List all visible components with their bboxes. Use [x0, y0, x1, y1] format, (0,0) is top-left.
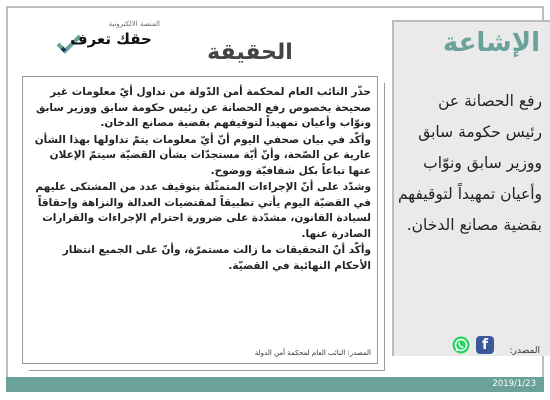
truth-source: المصدر: النائب العام لمحكمة أمن الدولة	[254, 349, 371, 357]
rumor-text: رفع الحصانة عن رئيس حكومة سابق ووزير سابق ونوّاب وأعيان تمهيداً لتوقيفهم بقضية مصانع الدخان.	[397, 92, 542, 234]
truth-paragraph: حذّر النائب العام لمحكمة أمن الدّولة من تداول أيّ معلومات غير صحيحة بخصوص رفع الحصانة عن رئيس حكومة سابق ووزير سابق ونوّاب وأعيان تمهيداً لتوقيفهم بقضية مصانع الدخان.	[36, 86, 371, 129]
facebook-icon[interactable]: f	[476, 336, 494, 354]
whatsapp-icon[interactable]	[452, 336, 470, 354]
rumor-title: الإشاعة	[442, 28, 540, 58]
logo-name: حقك تعرف	[70, 30, 152, 48]
truth-paragraph: وشدّد على أنّ الإجراءات المتمثّلة بتوقيف عدد من المشتكى عليهم في القضيّة اليوم يأتي تطبيقاً لمقتضيات العدالة والنزاهة وإحقاقاً لسيادة القانون، مشدّدة على ضرورة احترام الإجراءات والقرارات الصادرة عنها.	[35, 181, 371, 240]
truth-paragraph: وأكّد في بيان صحفي اليوم أنّ أيّ معلومات يتمّ تداولها بهذا الشأن عارية عن الصّحة، وأنّ أيّة مستجدّات بشأن القضيّة سيتمّ الإعلان عنها تباعاً بكل شفافيّة ووضوح.	[34, 133, 371, 177]
logo-subtitle: المنصة الالكترونية	[108, 20, 160, 28]
date-bar	[6, 377, 544, 392]
truth-box	[22, 76, 378, 364]
truth-text	[33, 85, 371, 275]
truth-title: الحقيقة	[207, 40, 293, 65]
truth-paragraph: وأكّد أنّ التحقيقات ما زالت مستمرّة، وأنّ على الجميع انتظار الأحكام النهائية في القضيّة.	[62, 244, 371, 272]
date-text: 2019/1/23	[492, 379, 536, 389]
source-label: المصدر:	[509, 346, 540, 356]
logo	[56, 20, 166, 60]
